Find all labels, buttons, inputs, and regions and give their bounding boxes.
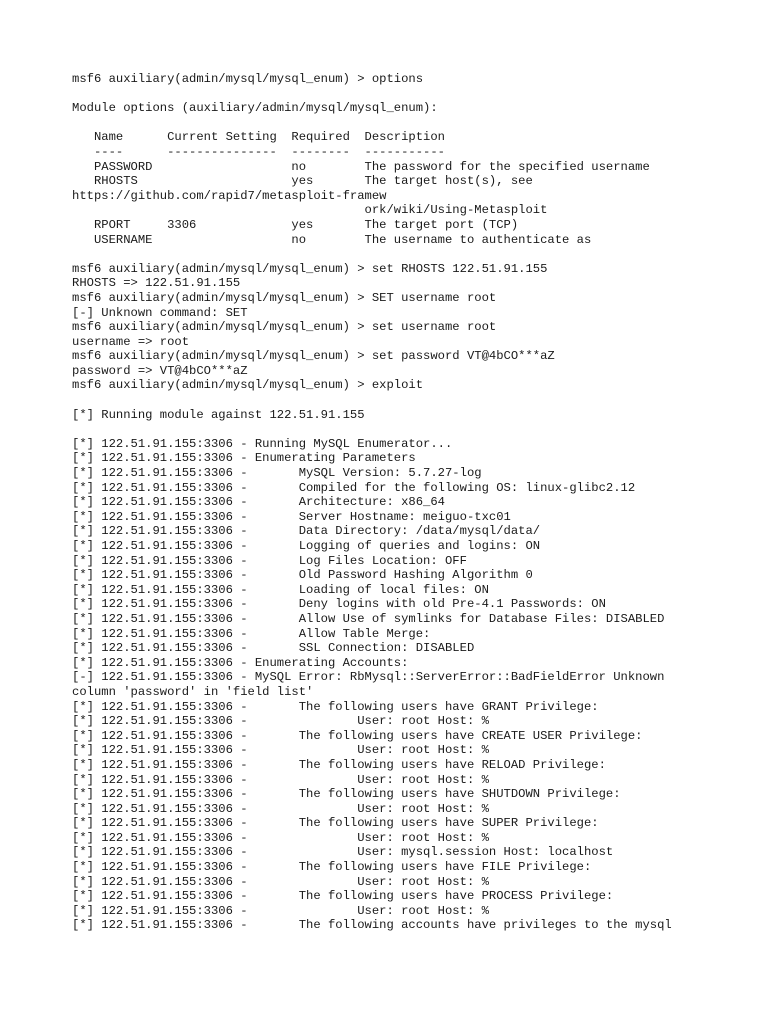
terminal-line (72, 87, 762, 102)
terminal-line: [*] 122.51.91.155:3306 - User: root Host: % (72, 714, 489, 729)
terminal-line: [*] 122.51.91.155:3306 - The following users have FILE Privilege: (72, 860, 592, 875)
terminal-line: [*] 122.51.91.155:3306 - Enumerating Accounts: (72, 655, 409, 670)
terminal-line: [*] 122.51.91.155:3306 - The following users have SUPER Privilege: (72, 816, 599, 831)
terminal-line: [*] 122.51.91.155:3306 - The following users have CREATE USER Privilege: (72, 728, 643, 743)
terminal-line: [*] 122.51.91.155:3306 - User: root Host: % (72, 874, 489, 889)
terminal-line: RHOSTS => 122.51.91.155 (72, 276, 241, 291)
terminal-line: [*] 122.51.91.155:3306 - Compiled for the following OS: linux-glibc2.12 (72, 480, 636, 495)
terminal-line: [*] 122.51.91.155:3306 - Allow Table Merge: (72, 626, 431, 641)
terminal-line: msf6 auxiliary(admin/mysql/mysql_enum) > exploit (72, 378, 424, 393)
terminal-line: msf6 auxiliary(admin/mysql/mysql_enum) > set password VT@4bCO***aZ (72, 349, 555, 364)
terminal-line: [*] 122.51.91.155:3306 - Old Password Hashing Algorithm 0 (72, 568, 533, 583)
terminal-line: msf6 auxiliary(admin/mysql/mysql_enum) > set username root (72, 320, 497, 335)
terminal-line: [*] 122.51.91.155:3306 - Logging of queries and logins: ON (72, 539, 541, 553)
terminal-line: msf6 auxiliary(admin/mysql/mysql_enum) > SET username root (72, 290, 497, 305)
terminal-line: [*] 122.51.91.155:3306 - Running MySQL Enumerator... (72, 436, 453, 451)
terminal-line: [*] 122.51.91.155:3306 - Loading of local files: ON (72, 582, 489, 597)
terminal-line: Module options (auxiliary/admin/mysql/mysql_enum): (72, 101, 438, 116)
terminal-line (72, 422, 762, 437)
terminal-line: [*] 122.51.91.155:3306 - The following users have SHUTDOWN Privilege: (72, 787, 621, 802)
terminal-line: [*] 122.51.91.155:3306 - User: root Host: % (72, 801, 489, 816)
terminal-line: [*] 122.51.91.155:3306 - User: root Host: % (72, 903, 489, 918)
terminal-line: password => VT@4bCO***aZ (72, 363, 248, 378)
terminal-line: [-] 122.51.91.155:3306 - MySQL Error: RbMysql::ServerError::BadFieldError Unknown (72, 670, 665, 685)
terminal-line: [*] 122.51.91.155:3306 - Architecture: x86_64 (72, 495, 445, 510)
terminal-line: [-] Unknown command: SET (72, 305, 248, 320)
terminal-line: [*] 122.51.91.155:3306 - Server Hostname: meiguo-txc01 (72, 509, 511, 524)
terminal-line: ---- --------------- -------- ----------- (72, 144, 445, 159)
terminal-line: [*] 122.51.91.155:3306 - The following accounts have privileges to the mysql (72, 918, 672, 933)
terminal-line: [*] 122.51.91.155:3306 - User: root Host: % (72, 772, 489, 787)
terminal-line: [*] 122.51.91.155:3306 - Allow Use of symlinks for Database Files: DISABLED (72, 611, 665, 626)
terminal-line: username => root (72, 334, 190, 349)
terminal-line: [*] 122.51.91.155:3306 - Log Files Location: OFF (72, 553, 467, 568)
terminal-line: ork/wiki/Using-Metasploit (72, 203, 548, 218)
terminal-line: [*] 122.51.91.155:3306 - Enumerating Parameters (72, 451, 416, 466)
terminal-line: msf6 auxiliary(admin/mysql/mysql_enum) > set RHOSTS 122.51.91.155 (72, 261, 548, 276)
terminal-line: [*] 122.51.91.155:3306 - The following users have RELOAD Privilege: (72, 757, 606, 772)
terminal-line: RPORT 3306 yes The target port (TCP) (72, 217, 519, 232)
terminal-line (72, 393, 762, 408)
terminal-line: column 'password' in 'field list' (72, 684, 314, 699)
terminal-line: [*] 122.51.91.155:3306 - The following users have GRANT Privilege: (72, 699, 599, 714)
terminal-line: [*] 122.51.91.155:3306 - The following users have PROCESS Privilege: (72, 889, 614, 904)
terminal-line (72, 247, 762, 262)
terminal-line: [*] 122.51.91.155:3306 - User: root Host: % (72, 830, 489, 845)
terminal-line: [*] 122.51.91.155:3306 - Deny logins with old Pre-4.1 Passwords: ON (72, 597, 606, 612)
terminal-line: [*] 122.51.91.155:3306 - SSL Connection: DISABLED (72, 641, 475, 656)
terminal-line: RHOSTS yes The target host(s), see (72, 174, 533, 189)
terminal-line: [*] 122.51.91.155:3306 - MySQL Version: 5.7.27-log (72, 466, 482, 481)
terminal-line: https://github.com/rapid7/metasploit-framew (72, 188, 387, 203)
terminal-line: [*] 122.51.91.155:3306 - Data Directory: /data/mysql/data/ (72, 524, 541, 539)
terminal-line: USERNAME no The username to authenticate as (72, 232, 592, 247)
terminal-line: [*] 122.51.91.155:3306 - User: root Host: % (72, 743, 489, 758)
terminal-line (72, 116, 762, 131)
terminal-output (72, 72, 762, 933)
terminal-line: [*] Running module against 122.51.91.155 (72, 407, 365, 422)
terminal-line: PASSWORD no The password for the specified username (72, 159, 650, 174)
terminal-line: msf6 auxiliary(admin/mysql/mysql_enum) > options (72, 72, 424, 86)
terminal-line: [*] 122.51.91.155:3306 - User: mysql.session Host: localhost (72, 845, 614, 860)
terminal-line: Name Current Setting Required Description (72, 130, 445, 145)
